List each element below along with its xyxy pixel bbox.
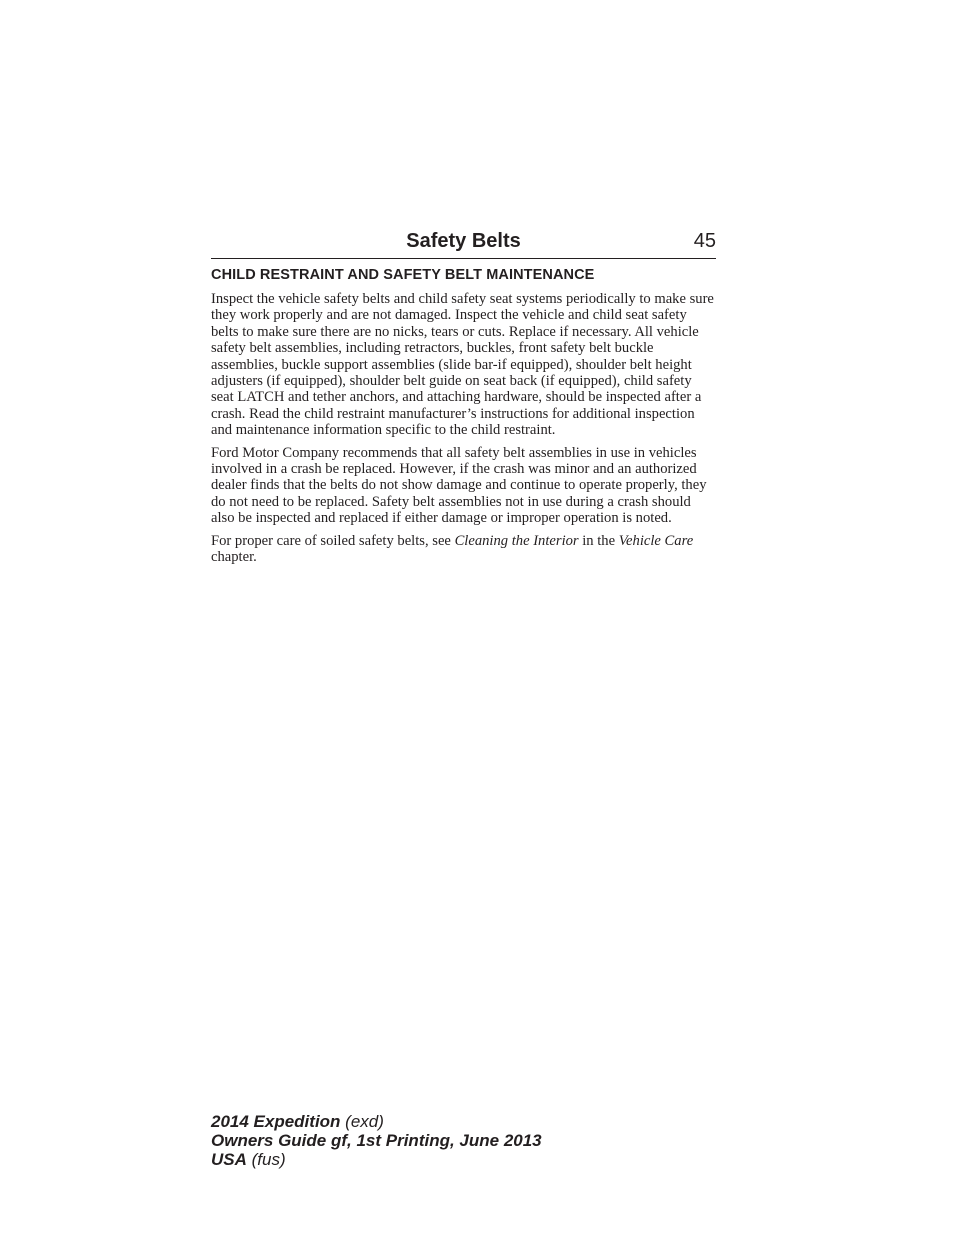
footer-market: USA [211, 1150, 247, 1169]
paragraph-inspection: Inspect the vehicle safety belts and child safety seat systems periodically to make sure they work properly and are not damaged. Inspect the vehicle and child seat safety belts to make sure there are no nicks, tears or cuts. Replace if necessary. All vehicle safety belt assemblies, including retractors, buckles, front safety belt buckle assemblies, buckle support assemblies (slide bar-if equipped), shoulder belt height adjusters (if equipped), shoulder belt guide on seat back (if equipped), child safety seat LATCH and tether anchors, and attaching hardware, should be inspected after a crash. Read the child restraint manufacturer’s instructions for additional inspection and maintenance information specific to the child restraint. [211, 291, 714, 439]
care-text-1: For proper care of soiled safety belts, see [211, 532, 455, 549]
section-body [211, 291, 717, 572]
footer-market-code: (fus) [246, 1150, 286, 1169]
cross-reference-cleaning-interior: Cleaning the Interior [454, 532, 579, 549]
footer-model: 2014 Expedition [211, 1112, 341, 1131]
chapter-title: Safety Belts [406, 230, 521, 252]
paragraph-care [211, 533, 717, 566]
page-header [211, 228, 716, 259]
footer-printing-line [211, 1131, 631, 1150]
footer-printing: Owners Guide gf, 1st Printing, June 2013 [211, 1131, 542, 1150]
paragraph-replacement: Ford Motor Company recommends that all safety belt assemblies in use in vehicles involved in a crash be replaced. However, if the crash was minor and an authorized dealer finds that the belts do not show damage and continue to operate properly, they do not need to be replaced. Safety belt assemblies not in use during a crash should also be inspected and replaced if either damage or improper operation is noted. [211, 444, 707, 527]
footer-model-code: (exd) [340, 1112, 384, 1131]
page-footer [211, 1112, 631, 1169]
footer-market-line [211, 1150, 631, 1169]
care-text-2: in the [578, 532, 619, 549]
care-text-3: chapter. [211, 549, 257, 566]
cross-reference-vehicle-care: Vehicle Care [618, 532, 694, 549]
footer-model-line [211, 1112, 631, 1131]
section-heading: CHILD RESTRAINT AND SAFETY BELT MAINTENANCE [211, 267, 595, 283]
page-number: 45 [693, 230, 716, 252]
